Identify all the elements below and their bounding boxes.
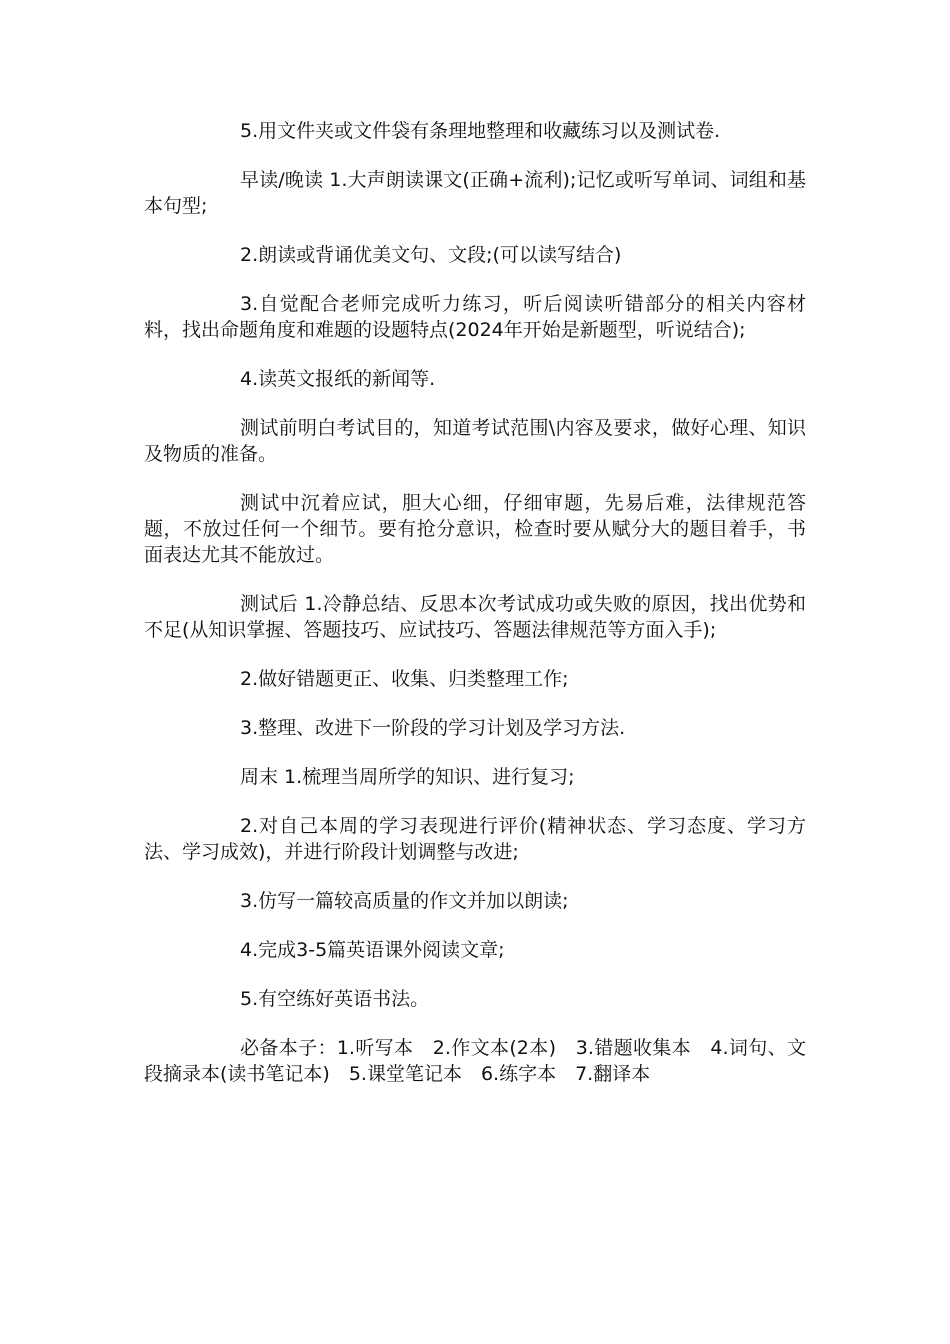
- paragraph-error-correction: 2.做好错题更正、收集、归类整理工作;: [240, 668, 569, 690]
- paragraph-morning-reading: 早读/晚读 1.大声朗读课文(正确+流利);记忆或听写单词、词组和基本句型;: [144, 169, 806, 217]
- paragraph-during-test: 测试中沉着应试，胆大心细，仔细审题，先易后难，法律规范答题，不放过任何一个细节。要有抢分意识，检查时要从赋分大的题目着手，书面表达尤其不能放过。: [144, 492, 806, 566]
- paragraph-extra-reading: 4.完成3-5篇英语课外阅读文章;: [240, 939, 505, 961]
- paragraph-handwriting: 5.有空练好英语书法。: [240, 988, 430, 1010]
- paragraph-self-evaluation: 2.对自己本周的学习表现进行评价(精神状态、学习态度、学习方法、学习成效)，并进行阶段计划调整与改进;: [144, 815, 806, 863]
- paragraph-imitation-writing: 3.仿写一篇较高质量的作文并加以朗读;: [240, 890, 569, 912]
- paragraph-before-test: 测试前明白考试目的，知道考试范围\内容及要求，做好心理、知识及物质的准备。: [144, 417, 806, 465]
- paragraph-after-test: 测试后 1.冷静总结、反思本次考试成功或失败的原因，找出优势和不足(从知识掌握、答题技巧、应试技巧、答题法律规范等方面入手);: [144, 593, 806, 641]
- paragraph-file-organize: 5.用文件夹或文件袋有条理地整理和收藏练习以及测试卷.: [240, 120, 721, 142]
- document-body: [144, 118, 806, 1110]
- paragraph-required-notebooks: 必备本子：1.听写本 2.作文本(2本) 3.错题收集本 4.词句、文段摘录本(读书笔记本) 5.课堂笔记本 6.练字本 7.翻译本: [144, 1037, 806, 1085]
- paragraph-listening-practice: 3.自觉配合老师完成听力练习，听后阅读听错部分的相关内容材料，找出命题角度和难题的设题特点(2024年开始是新题型，听说结合);: [144, 293, 806, 341]
- paragraph-read-newspaper: 4.读英文报纸的新闻等.: [240, 368, 436, 390]
- paragraph-weekend-review: 周末 1.梳理当周所学的知识、进行复习;: [240, 766, 575, 788]
- paragraph-improve-plan: 3.整理、改进下一阶段的学习计划及学习方法.: [240, 717, 626, 739]
- paragraph-recite-passages: 2.朗读或背诵优美文句、文段;(可以读写结合): [240, 244, 622, 266]
